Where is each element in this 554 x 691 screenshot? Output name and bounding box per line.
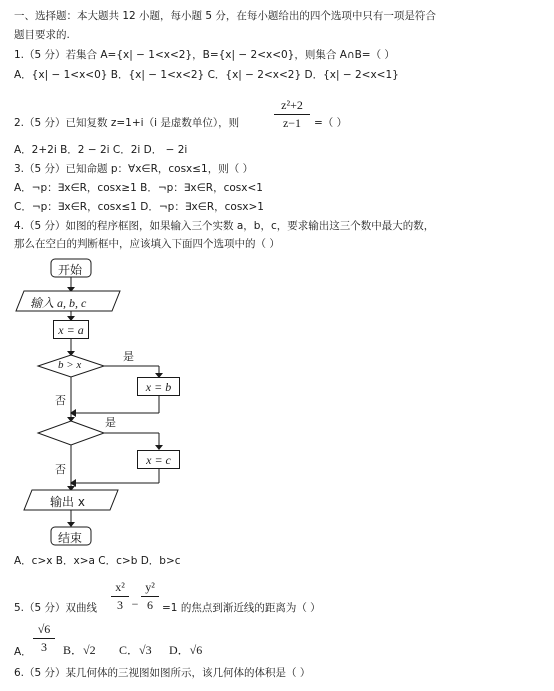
q5-frac-y-num: y²: [145, 580, 155, 594]
q5-optB: B．√2: [63, 643, 96, 657]
q5-optA-label: A．: [14, 646, 32, 658]
flow-no2-label: 否: [55, 463, 66, 476]
q3-options-ab: A．¬p：∃x∈R，cosx≥1 B．¬p：∃x∈R，cosx<1: [14, 182, 263, 194]
flow-start-label: 开始: [58, 263, 83, 277]
q3-stem: 3.（5 分）已知命题 p：∀x∈R，cosx≤1，则（ ）: [14, 163, 254, 175]
section-title: 一、选择题：本大题共 12 小题，每小题 5 分，在每小题给出的四个选项中只有一项是符合: [14, 10, 436, 22]
q2-frac-num: z²+2: [281, 98, 303, 112]
q5-frac-x: [111, 580, 129, 613]
flow-cond1-label: b > x: [58, 359, 82, 371]
q5-frac-y-den: 6: [147, 598, 153, 612]
q5-minus: −: [131, 597, 139, 611]
flow-output-label: 输出 x: [50, 495, 85, 509]
q4-stem-line1: 4.（5 分）如图的程序框图，如果输入三个实数 a，b，c，要求输出这三个数中最大的数，: [14, 220, 435, 232]
flow-input-label: 输入 a, b, c: [30, 296, 87, 310]
q5-frac-y: [141, 580, 159, 613]
q5-stem-pre: 5.（5 分）双曲线: [14, 602, 98, 614]
q3-options-cd: C．¬p：∃x∈R，cosx≤1 D．¬p：∃x∈R，cosx>1: [14, 201, 264, 213]
q5-optC: C．√3: [119, 643, 152, 657]
flow-assign-box: x = a: [53, 320, 89, 339]
flow-end-label: 结束: [58, 531, 83, 545]
q4-stem-line2: 那么在空白的判断框中，应该填入下面四个选项中的（ ）: [14, 238, 280, 250]
q2-stem-post: =（ ）: [314, 117, 348, 129]
q6-stem: 6.（5 分）某几何体的三视图如图所示，该几何体的体积是（ ）: [14, 667, 311, 679]
section-title-cont: 题目要求的.: [14, 29, 70, 41]
q5-optD: D．√6: [169, 643, 203, 657]
flow-yes2-label: 是: [105, 416, 116, 429]
q5-optA-den: 3: [41, 640, 47, 654]
q2-frac-den: z−1: [282, 116, 302, 130]
flow-no1-label: 否: [55, 394, 66, 407]
q5-frac-x-den: 3: [117, 598, 123, 612]
q5-optA-frac: [33, 622, 55, 655]
q2-options: A．2+2i B．2 − 2i C．2i D． − 2i: [14, 144, 188, 156]
cond2-diamond-blank: [38, 421, 104, 445]
q1-options: A．{x| − 1<x<0} B．{x| − 1<x<2} C．{x| − 2<x<2} D．{x| − 2<x<1}: [14, 69, 399, 81]
q5-frac-x-num: x²: [115, 580, 125, 594]
q1-stem: 1.（5 分）若集合 A={x| − 1<x<2}，B={x| − 2<x<0}，则集合 A∩B=（ ）: [14, 49, 395, 61]
q2-stem-pre: 2.（5 分）已知复数 z=1+i（i 是虚数单位），则: [14, 117, 240, 129]
q4-options: A．c>x B．x>a C．c>b D．b>c: [14, 555, 181, 567]
flow-box-b: x = b: [137, 377, 180, 396]
q5-stem-post: =1 的焦点到渐近线的距离为（ ）: [162, 602, 321, 614]
q5-optA-num: √6: [37, 622, 51, 636]
flow-yes1-label: 是: [123, 350, 134, 363]
flow-box-c: x = c: [137, 450, 180, 469]
